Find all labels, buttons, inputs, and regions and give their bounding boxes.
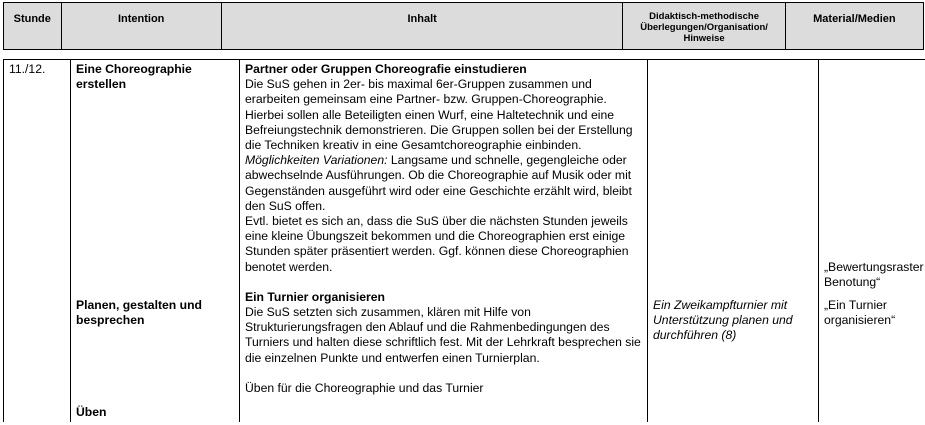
inhalt-choreografie-title: Partner oder Gruppen Choreografie einstudieren [245, 62, 527, 76]
inhalt-turnier-text: Die SuS setzten sich zusammen, klären mit Hilfe von Strukturierungsfragen den Ablauf und die Rahmenbedingungen des Turniers und halten diese schriftlich fest. Mit der Lehrkraft besprechen sie die einzelnen Punkte und entwerfen einen Turnierplan. [245, 305, 641, 365]
cell-stunde [4, 60, 71, 423]
cell-inhalt [240, 60, 648, 423]
header-didaktik: Didaktisch-methodische Überlegungen/Organisation/ Hinweise [623, 3, 785, 50]
table-header [3, 2, 924, 50]
inhalt-choreografie-note: Evtl. bietet es sich an, dass die SuS über die nächsten Stunden jeweils eine kleine Übungszeit bekommen und die Choreographien erst einige Stunden später präsentiert werden. Ggf. können diese Choreographien benotet werden. [245, 214, 629, 274]
cell-didaktik [648, 60, 819, 423]
stunde-value: 11./12. [9, 62, 46, 76]
table-body [3, 59, 925, 422]
material-turnier: „Ein Turnier organisieren“ [824, 298, 896, 328]
inhalt-ueben-text: Üben für die Choreographie und das Turnier [245, 380, 484, 395]
header-inhalt: Inhalt [221, 3, 622, 50]
inhalt-turnier-title: Ein Turnier organisieren [245, 289, 385, 304]
header-stunde: Stunde [4, 3, 62, 50]
inhalt-choreografie-text: Die SuS gehen in 2er- bis maximal 6er-Gruppen zusammen und erarbeiten gemeinsam eine Partner- bzw. Gruppen-Choreographie. Hierbei sollen alle Beteiligten einen Wurf, eine Haltetechnik und eine Befreiungstechnik demonstrieren. Die Gruppen sollen bei der Erstellung die Techniken kreativ in eine Gesamtchoreographie einbinden. [245, 77, 633, 153]
material-bewertungsraster: „Bewertungsraster Benotung“ [824, 260, 924, 290]
intention-planen: Planen, gestalten und besprechen [76, 298, 202, 328]
intention-ueben: Üben [76, 405, 107, 419]
header-intention: Intention [61, 3, 221, 50]
table-row [4, 60, 925, 423]
variationen-text: Langsame und schnelle, gegengleiche oder abwechselnde Ausführungen. Ob die Choreographie auf Musik oder mit Gegenständen ausgeführt wird oder eine Geschichte erzählt wird, bleibt den SuS offen. [245, 153, 632, 213]
intention-choreographie: Eine Choreographie erstellen [76, 62, 192, 92]
inhalt-variationen [245, 153, 642, 214]
didaktik-turnier: Ein Zweikampfturnier mit Unterstützung planen und durchführen (8) [653, 298, 793, 343]
header-material: Material/Medien [785, 3, 923, 50]
cell-intention [71, 60, 240, 423]
variationen-label: Möglichkeiten Variationen: [245, 153, 388, 168]
cell-material [819, 60, 925, 423]
